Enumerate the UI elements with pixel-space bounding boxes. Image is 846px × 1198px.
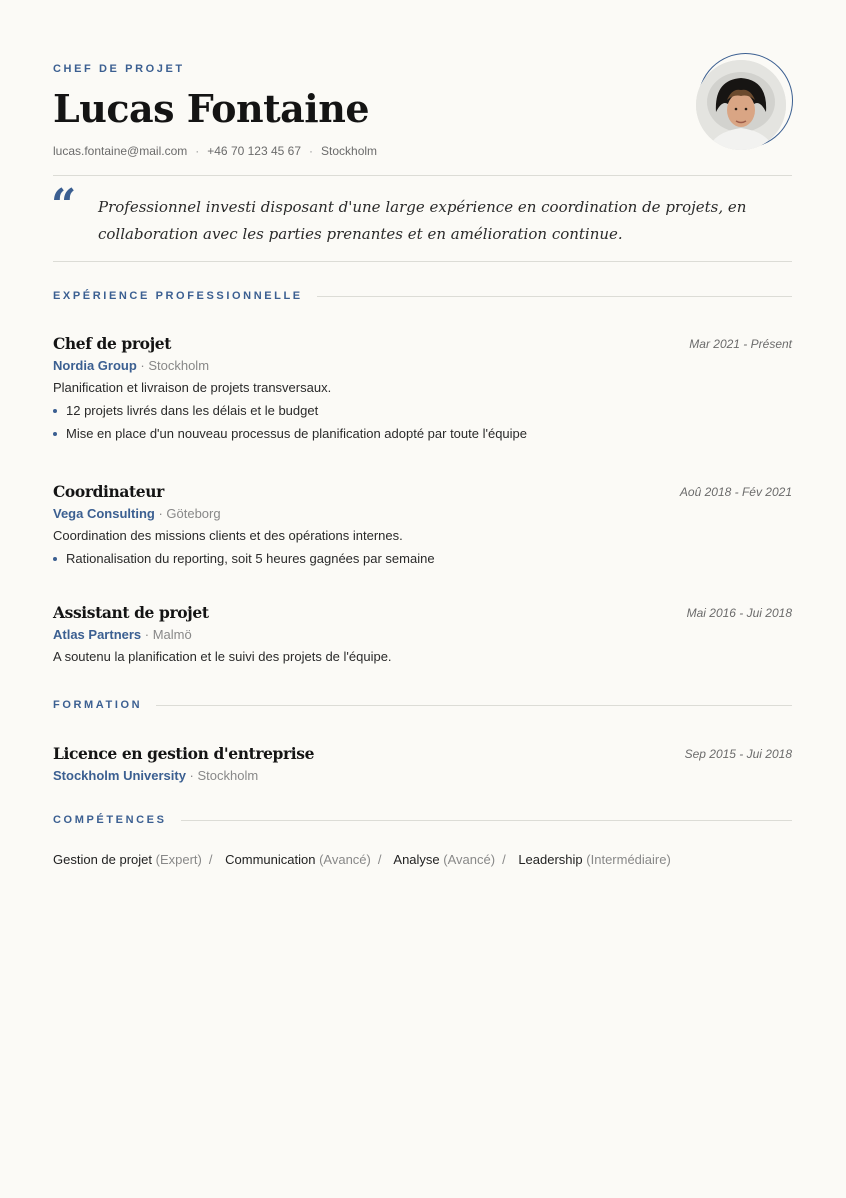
experience-entry [53, 334, 792, 441]
section-title-skills: COMPÉTENCES [53, 814, 167, 826]
section-skills [53, 814, 792, 826]
skill-name: Leadership [518, 852, 583, 867]
profile-photo [696, 53, 793, 150]
entry-date: Mar 2021 - Présent [689, 337, 792, 351]
experience-entry [53, 482, 792, 566]
section-education [53, 699, 792, 711]
organization-location: · Stockholm [185, 768, 259, 783]
skill-name: Analyse [393, 852, 440, 867]
entry-date: Aoû 2018 - Fév 2021 [679, 485, 792, 499]
organization-name: Vega Consulting [53, 506, 155, 521]
organization-location: · Malmö [141, 627, 192, 642]
skill-level: (Avancé) [443, 852, 496, 867]
skill-separator: / [377, 852, 382, 867]
resume-header [53, 0, 792, 176]
entry-organization [53, 506, 792, 521]
skill-name: Communication [225, 852, 316, 867]
section-title-experience: EXPÉRIENCE PROFESSIONNELLE [53, 290, 303, 302]
entry-description: Coordination des missions clients et des opérations internes. [53, 528, 403, 543]
section-rule [317, 296, 792, 297]
entry-title: Coordinateur [53, 482, 164, 501]
entry-organization [53, 358, 792, 373]
skill-item [393, 852, 495, 867]
list-item: 12 projets livrés dans les délais et le budget [53, 403, 792, 418]
entry-title: Chef de projet [53, 334, 171, 353]
section-rule [156, 705, 792, 706]
avatar-portrait [696, 60, 786, 150]
organization-location: · Göteborg [154, 506, 221, 521]
candidate-name: Lucas Fontaine [53, 86, 370, 131]
resume-page [51, 0, 792, 867]
entry-date: Sep 2015 - Jui 2018 [684, 747, 792, 761]
section-title-education: FORMATION [53, 699, 143, 711]
experience-entry [53, 603, 792, 664]
list-item: Rationalisation du reporting, soit 5 heures gagnées par semaine [53, 551, 792, 566]
contact-line [53, 144, 377, 158]
entry-title: Assistant de projet [53, 603, 209, 622]
job-title: CHEF DE PROJET [53, 63, 185, 75]
city-text: Stockholm [321, 144, 378, 158]
entry-title: Licence en gestion d'entreprise [53, 744, 315, 763]
summary-block [53, 176, 792, 262]
skills-list [53, 852, 671, 867]
education-entry [53, 744, 792, 783]
entry-description: A soutenu la planification et le suivi des projets de l'équipe. [53, 649, 392, 664]
contact-separator: · [195, 144, 200, 158]
entry-organization [53, 627, 792, 642]
achievement-list [53, 403, 792, 441]
organization-location: · Stockholm [136, 358, 210, 373]
avatar [696, 60, 786, 150]
section-experience [53, 290, 792, 302]
list-item: Mise en place d'un nouveau processus de planification adopté par toute l'équipe [53, 426, 792, 441]
entry-organization [53, 768, 792, 783]
skill-item [225, 852, 371, 867]
email-text: lucas.fontaine@mail.com [53, 144, 188, 158]
entry-date: Mai 2016 - Jui 2018 [686, 606, 792, 620]
organization-name: Stockholm University [53, 768, 186, 783]
summary-text: Professionnel investi disposant d'une large expérience en coordination de projets, en collaboration avec les parties prenantes et en amélioration continue. [98, 198, 747, 243]
skill-level: (Intermédiaire) [586, 852, 671, 867]
contact-separator: · [309, 144, 314, 158]
skill-separator: / [502, 852, 506, 867]
entry-description: Planification et livraison de projets transversaux. [53, 380, 332, 395]
skill-level: (Expert) [155, 852, 202, 867]
skill-level: (Avancé) [319, 852, 371, 867]
phone-text: +46 70 123 45 67 [207, 144, 302, 158]
organization-name: Atlas Partners [53, 627, 142, 642]
achievement-list [53, 551, 792, 566]
skill-item [518, 852, 670, 867]
skill-separator: / [208, 852, 213, 867]
skill-name: Gestion de projet [53, 852, 153, 867]
section-rule [181, 820, 792, 821]
organization-name: Nordia Group [53, 358, 137, 373]
skill-item [53, 852, 202, 867]
quote-icon: “ [51, 180, 77, 231]
